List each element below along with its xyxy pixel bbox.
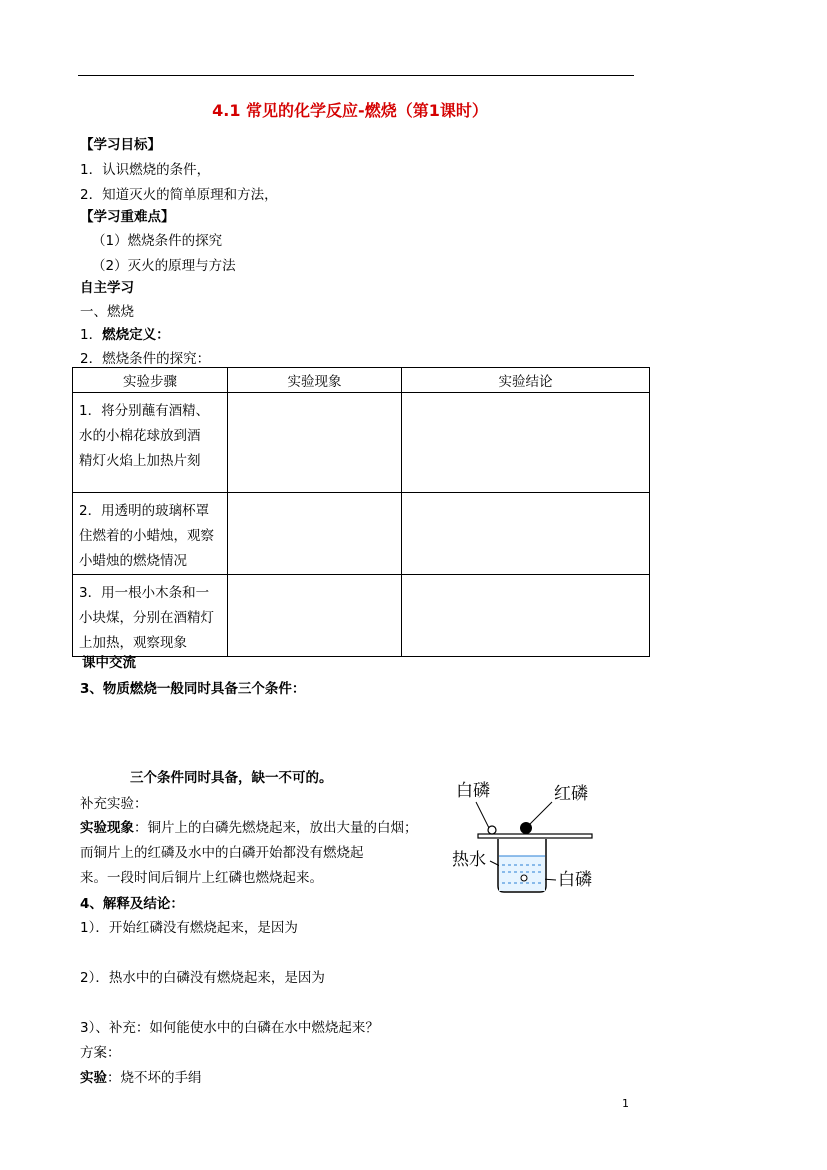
step-line: 上加热，观察现象 [79, 635, 187, 651]
step-line: 小块煤，分别在酒精灯 [79, 610, 214, 626]
step-line: 水的小棉花球放到酒 [79, 428, 201, 444]
objective-1: 1．认识燃烧的条件， [80, 162, 211, 178]
phenomenon-line-3: 来。一段时间后铜片上红磷也燃烧起来。 [80, 870, 323, 886]
step-cell [73, 393, 228, 493]
leader-line [530, 802, 552, 824]
experiment-text: ：烧不坏的手绢 [107, 1070, 202, 1086]
item-1-number: 1． [80, 327, 103, 343]
experiment-label: 实验 [80, 1070, 107, 1086]
label-white-phosphorus-water: 白磷 [558, 870, 592, 890]
step-line: 住燃着的小蜡烛，观察 [79, 528, 214, 544]
phenomenon-label: 实验现象 [80, 820, 134, 836]
document-title: 4.1 常见的化学反应-燃烧（第1课时） [212, 101, 488, 120]
phenomenon-cell[interactable] [228, 393, 402, 493]
table-row [73, 393, 650, 493]
item-1-text: 燃烧定义： [102, 327, 170, 343]
step-cell [73, 493, 228, 575]
step-line: 1．将分别蘸有酒精、 [79, 403, 210, 419]
table-header-row [73, 368, 650, 393]
underwater-white-phosphorus-icon [521, 875, 527, 881]
question-2: 2）．热水中的白磷没有燃烧起来，是因为 [80, 970, 325, 986]
header-rule [78, 75, 634, 76]
objective-2: 2．知道灭火的简单原理和方法， [80, 187, 278, 203]
step-line: 2．用透明的玻璃杯罩 [79, 503, 210, 519]
question-3: 3）、补充：如何能使水中的白磷在水中燃烧起来？ [80, 1020, 379, 1036]
item-2: 2．燃烧条件的探究： [80, 351, 211, 367]
item-4: 4、解释及结论： [80, 896, 184, 912]
step-cell [73, 575, 228, 657]
key-point-1: （1）燃烧条件的探究 [92, 233, 223, 249]
label-hot-water: 热水 [452, 850, 486, 870]
key-point-2: （2）灭火的原理与方法 [92, 258, 236, 274]
phenomenon-line-2: 而铜片上的红磷及水中的白磷开始都没有燃烧起 [80, 845, 364, 861]
phenomenon-cell[interactable] [228, 575, 402, 657]
white-phosphorus-icon [488, 826, 496, 834]
leader-line [476, 802, 490, 830]
item-3: 3、物质燃烧一般同时具备三个条件： [80, 681, 306, 697]
experiment-table [72, 367, 650, 657]
section-one-heading: 一、燃烧 [80, 304, 134, 320]
step-line: 小蜡烛的燃烧情况 [79, 553, 187, 569]
header-conclusion: 实验结论 [402, 368, 650, 393]
step-line: 精灯火焰上加热片刻 [79, 453, 201, 469]
key-points-header: 【学习重难点】 [80, 209, 175, 225]
red-phosphorus-icon [520, 822, 532, 834]
header-phenomenon: 实验现象 [228, 368, 402, 393]
table-row [73, 575, 650, 657]
copper-plate [478, 834, 592, 838]
table-row [73, 493, 650, 575]
phenomenon-cell[interactable] [228, 493, 402, 575]
class-exchange-header: 课中交流 [82, 655, 136, 671]
hot-water-fill [499, 856, 545, 891]
item-1 [80, 323, 170, 343]
objectives-header: 【学习目标】 [80, 137, 161, 153]
phenomenon-line-1 [80, 816, 418, 836]
page-number: 1 [622, 1097, 629, 1110]
conclusion-cell[interactable] [402, 575, 650, 657]
self-study-header: 自主学习 [80, 280, 134, 296]
plan-label: 方案： [80, 1045, 121, 1061]
step-line: 3．用一根小木条和一 [79, 585, 210, 601]
phenomenon-text: ：铜片上的白磷先燃烧起来，放出大量的白烟； [134, 820, 418, 836]
label-white-phosphorus-top: 白磷 [456, 781, 490, 801]
question-1: 1）．开始红磷没有燃烧起来，是因为 [80, 920, 298, 936]
header-steps: 实验步骤 [73, 368, 228, 393]
conclusion-cell[interactable] [402, 393, 650, 493]
experiment-line [80, 1066, 202, 1086]
three-conditions-note: 三个条件同时具备，缺一不可的。 [130, 770, 333, 786]
phosphorus-experiment-diagram [440, 768, 620, 900]
label-red-phosphorus: 红磷 [554, 784, 588, 804]
conclusion-cell[interactable] [402, 493, 650, 575]
supplement-heading: 补充实验： [80, 796, 148, 812]
